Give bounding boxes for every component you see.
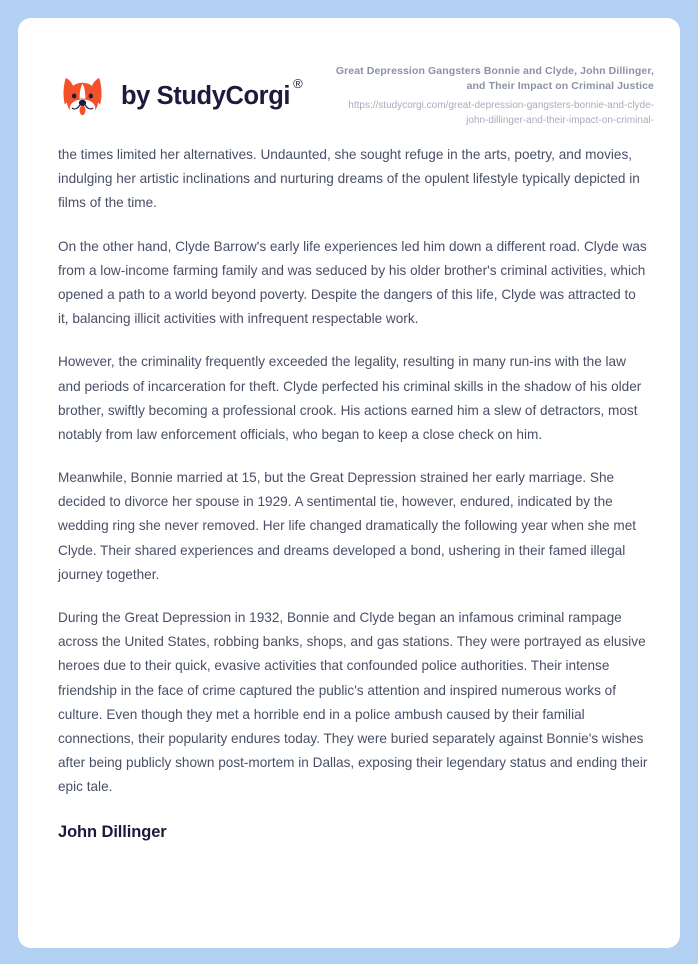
studycorgi-brand-logo — [58, 60, 303, 121]
body-paragraph: However, the criminality frequently exceeded the legality, resulting in many run-ins with the law and periods of incarceration for theft. Clyde perfected his criminal skills in the shadow of his older brother, swiftly becoming a professional crook. His actions earned him a slew of detractors, most notably from law enforcement officials, who began to keep a close check on him. — [58, 354, 642, 442]
section-heading-john-dillinger: John Dillinger — [58, 822, 167, 841]
document-body — [18, 143, 680, 842]
body-paragraph: the times limited her alternatives. Undaunted, she sought refuge in the arts, poetry, and movies, indulging her artistic inclinations and nurturing dreams of the opulent lifestyle typically depicted in films of the time. — [58, 147, 640, 211]
header-document-meta — [332, 60, 654, 128]
document-title: Great Depression Gangsters Bonnie and Clyde, John Dillinger, and Their Impact on Criminal Justice — [335, 65, 654, 93]
document-page-card — [18, 18, 680, 948]
document-header — [18, 18, 680, 143]
body-paragraph: Meanwhile, Bonnie married at 15, but the Great Depression strained her early marriage. She decided to divorce her spouse in 1929. A sentimental tie, however, endured, indicated by the wedding ring she never removed. Her life changed dramatically the following year when she met Clyde. Their shared experiences and dreams developed a bond, ushering in their famed illegal journey together. — [58, 470, 637, 582]
body-paragraph: During the Great Depression in 1932, Bonnie and Clyde began an infamous criminal rampage across the United States, robbing banks, shops, and gas stations. They were portrayed as elusive heroes due to their quick, evasive activities that confounded police authorities. Their intense friendship in the face of crime captured the public's attention and inspired numerous works of culture. Even though they met a horrible end in a police ambush caused by their familial connections, their popularity endures today. They were buried separately against Bonnie's wishes after being publicly shown post-mortem in Dallas, exposing their legendary status and ending their epic tale. — [58, 610, 648, 795]
body-paragraph: On the other hand, Clyde Barrow's early life experiences led him down a different road. Clyde was from a low-income farming family and was seduced by his older brother's criminal activities, which opened a path to a world beyond poverty. Despite the dangers of this life, Clyde was attracted to it, balancing illicit activities with infrequent respectable work. — [58, 238, 647, 327]
brand-wordmark-text: by StudyCorgi — [121, 81, 291, 110]
corgi-face-icon — [58, 72, 107, 121]
brand-wordmark — [121, 75, 303, 110]
document-source-url[interactable]: https://studycorgi.com/great-depression-gangsters-bonnie-and-clyde-john-dillinger-and-their-impact-on-criminal- — [348, 100, 654, 127]
registered-trademark-icon: ® — [293, 75, 303, 91]
